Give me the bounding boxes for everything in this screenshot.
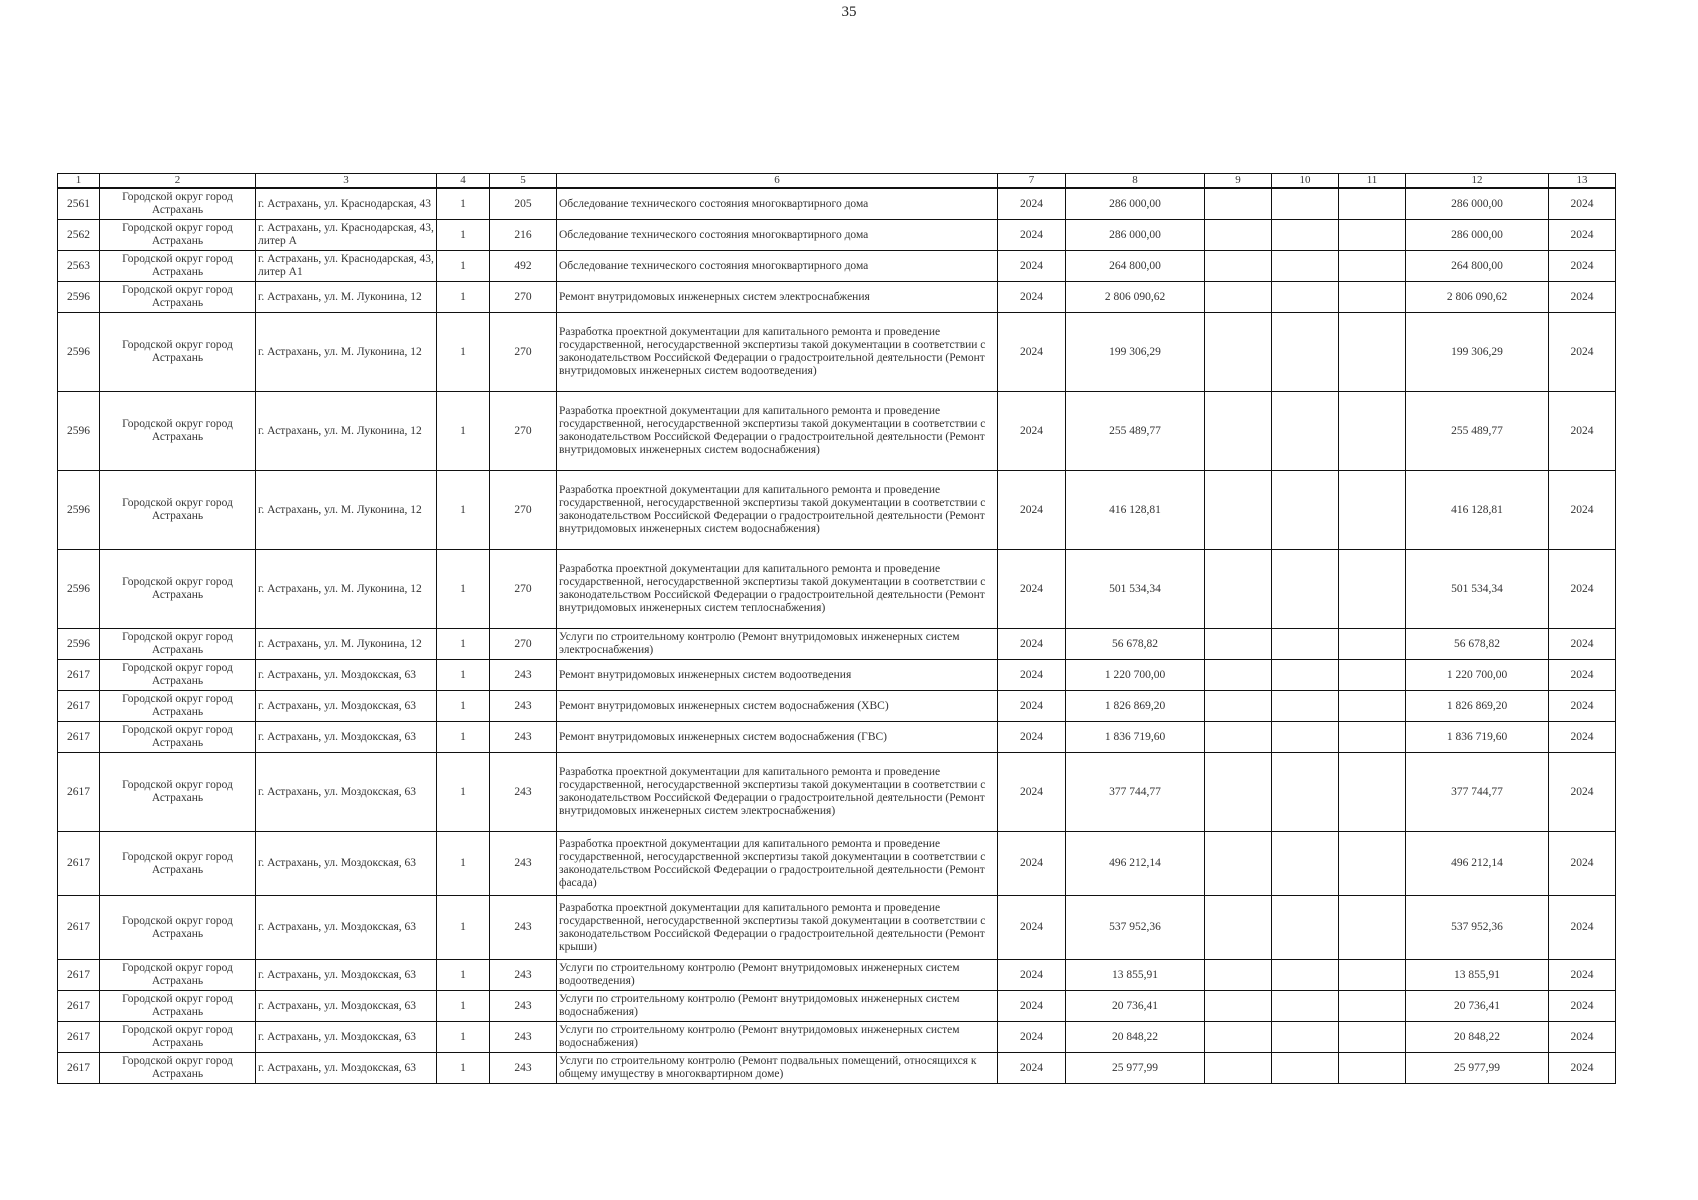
cell-col-9 (1205, 960, 1272, 991)
cell-address: г. Астрахань, ул. М. Луконина, 12 (256, 392, 437, 471)
cell-row-number: 2596 (58, 629, 100, 660)
cell-year: 2024 (998, 660, 1066, 691)
cell-row-number: 2617 (58, 691, 100, 722)
cell-col-5: 243 (490, 753, 557, 832)
column-number-8: 8 (1066, 174, 1205, 189)
cell-row-number: 2617 (58, 991, 100, 1022)
cell-cost-total: 255 489,77 (1406, 392, 1549, 471)
cell-col-9 (1205, 1022, 1272, 1053)
cell-col-4: 1 (437, 960, 490, 991)
cell-col-9 (1205, 550, 1272, 629)
cell-municipality: Городской округ город Астрахань (100, 660, 256, 691)
cell-col-10 (1272, 660, 1339, 691)
cell-col-9 (1205, 896, 1272, 960)
cell-address: г. Астрахань, ул. М. Луконина, 12 (256, 629, 437, 660)
table-row (58, 832, 1616, 896)
cell-year: 2024 (998, 896, 1066, 960)
cell-work-type: Услуги по строительному контролю (Ремонт внутридомовых инженерных систем водоснабжения) (557, 1022, 998, 1053)
cell-year: 2024 (998, 960, 1066, 991)
cell-municipality: Городской округ город Астрахань (100, 392, 256, 471)
cell-col-11 (1339, 896, 1406, 960)
cell-col-5: 243 (490, 722, 557, 753)
cell-col-9 (1205, 629, 1272, 660)
cell-col-4: 1 (437, 188, 490, 220)
column-number-row (58, 174, 1616, 189)
cell-cost: 501 534,34 (1066, 550, 1205, 629)
cell-col-11 (1339, 753, 1406, 832)
cell-cost: 1 220 700,00 (1066, 660, 1205, 691)
cell-col-9 (1205, 251, 1272, 282)
cell-col-10 (1272, 896, 1339, 960)
cell-address: г. Астрахань, ул. Моздокская, 63 (256, 1022, 437, 1053)
cell-completion-year: 2024 (1549, 991, 1616, 1022)
cell-cost: 25 977,99 (1066, 1053, 1205, 1084)
table-row (58, 188, 1616, 220)
cell-col-5: 270 (490, 282, 557, 313)
cell-row-number: 2617 (58, 1053, 100, 1084)
cell-address: г. Астрахань, ул. Моздокская, 63 (256, 1053, 437, 1084)
cell-col-11 (1339, 660, 1406, 691)
table-row (58, 282, 1616, 313)
cell-work-type: Услуги по строительному контролю (Ремонт внутридомовых инженерных систем водоотведения) (557, 960, 998, 991)
cell-row-number: 2596 (58, 282, 100, 313)
cell-row-number: 2562 (58, 220, 100, 251)
cell-col-10 (1272, 251, 1339, 282)
cell-municipality: Городской округ город Астрахань (100, 960, 256, 991)
cell-cost: 56 678,82 (1066, 629, 1205, 660)
cell-completion-year: 2024 (1549, 251, 1616, 282)
cell-row-number: 2596 (58, 313, 100, 392)
cell-col-5: 243 (490, 1053, 557, 1084)
cell-cost: 199 306,29 (1066, 313, 1205, 392)
cell-row-number: 2617 (58, 1022, 100, 1053)
table-row (58, 629, 1616, 660)
column-number-11: 11 (1339, 174, 1406, 189)
table-row (58, 471, 1616, 550)
cell-col-10 (1272, 392, 1339, 471)
cell-address: г. Астрахань, ул. Краснодарская, 43 (256, 188, 437, 220)
cell-address: г. Астрахань, ул. Моздокская, 63 (256, 832, 437, 896)
cell-completion-year: 2024 (1549, 722, 1616, 753)
cell-col-11 (1339, 282, 1406, 313)
cell-col-5: 243 (490, 960, 557, 991)
cell-completion-year: 2024 (1549, 550, 1616, 629)
cell-address: г. Астрахань, ул. Моздокская, 63 (256, 660, 437, 691)
cell-cost: 13 855,91 (1066, 960, 1205, 991)
cell-year: 2024 (998, 392, 1066, 471)
cell-row-number: 2617 (58, 832, 100, 896)
cell-col-4: 1 (437, 629, 490, 660)
cell-col-4: 1 (437, 550, 490, 629)
cell-row-number: 2596 (58, 392, 100, 471)
cell-cost-total: 20 736,41 (1406, 991, 1549, 1022)
cell-col-4: 1 (437, 660, 490, 691)
cell-cost-total: 1 826 869,20 (1406, 691, 1549, 722)
cell-col-5: 270 (490, 629, 557, 660)
cell-cost-total: 537 952,36 (1406, 896, 1549, 960)
column-number-2: 2 (100, 174, 256, 189)
cell-col-11 (1339, 722, 1406, 753)
table-row (58, 960, 1616, 991)
cell-cost: 286 000,00 (1066, 188, 1205, 220)
cell-address: г. Астрахань, ул. М. Луконина, 12 (256, 550, 437, 629)
cell-completion-year: 2024 (1549, 1022, 1616, 1053)
cell-cost-total: 199 306,29 (1406, 313, 1549, 392)
cell-work-type: Разработка проектной документации для капитального ремонта и проведение государственной, негосударственной экспертизы такой документации в соответствии с законодательством Российской Федерации о градостроительной деятельности (Ремонт крыши) (557, 896, 998, 960)
cell-col-10 (1272, 1022, 1339, 1053)
cell-col-5: 243 (490, 691, 557, 722)
cell-col-5: 243 (490, 832, 557, 896)
column-number-6: 6 (557, 174, 998, 189)
cell-col-9 (1205, 753, 1272, 832)
cell-municipality: Городской округ город Астрахань (100, 1022, 256, 1053)
cell-address: г. Астрахань, ул. Моздокская, 63 (256, 991, 437, 1022)
cell-row-number: 2596 (58, 550, 100, 629)
table-row (58, 220, 1616, 251)
cell-work-type: Обследование технического состояния многоквартирного дома (557, 220, 998, 251)
cell-completion-year: 2024 (1549, 188, 1616, 220)
cell-year: 2024 (998, 691, 1066, 722)
table-row (58, 991, 1616, 1022)
cell-work-type: Разработка проектной документации для капитального ремонта и проведение государственной, негосударственной экспертизы такой документации в соответствии с законодательством Российской Федерации о градостроительной деятельности (Ремонт внутридомовых инженерных систем водоснабжения) (557, 471, 998, 550)
cell-col-4: 1 (437, 392, 490, 471)
cell-col-4: 1 (437, 722, 490, 753)
column-number-13: 13 (1549, 174, 1616, 189)
cell-cost-total: 496 212,14 (1406, 832, 1549, 896)
cell-year: 2024 (998, 220, 1066, 251)
table-body (58, 174, 1616, 1084)
cell-year: 2024 (998, 1053, 1066, 1084)
cell-year: 2024 (998, 471, 1066, 550)
cell-col-4: 1 (437, 251, 490, 282)
cell-cost-total: 2 806 090,62 (1406, 282, 1549, 313)
column-number-12: 12 (1406, 174, 1549, 189)
cell-address: г. Астрахань, ул. Моздокская, 63 (256, 960, 437, 991)
cell-col-11 (1339, 392, 1406, 471)
cell-col-4: 1 (437, 282, 490, 313)
cell-col-9 (1205, 660, 1272, 691)
cell-cost-total: 286 000,00 (1406, 220, 1549, 251)
cell-row-number: 2617 (58, 722, 100, 753)
cell-col-11 (1339, 1022, 1406, 1053)
cell-cost: 264 800,00 (1066, 251, 1205, 282)
cell-col-11 (1339, 1053, 1406, 1084)
cell-completion-year: 2024 (1549, 960, 1616, 991)
cell-col-9 (1205, 991, 1272, 1022)
cell-work-type: Разработка проектной документации для капитального ремонта и проведение государственной, негосударственной экспертизы такой документации в соответствии с законодательством Российской Федерации о градостроительной деятельности (Ремонт внутридомовых инженерных систем водоснабжения) (557, 392, 998, 471)
cell-col-11 (1339, 251, 1406, 282)
cell-cost-total: 501 534,34 (1406, 550, 1549, 629)
cell-work-type: Разработка проектной документации для капитального ремонта и проведение государственной, негосударственной экспертизы такой документации в соответствии с законодательством Российской Федерации о градостроительной деятельности (Ремонт внутридомовых инженерных систем водоотведения) (557, 313, 998, 392)
cell-completion-year: 2024 (1549, 691, 1616, 722)
cell-col-10 (1272, 550, 1339, 629)
cell-address: г. Астрахань, ул. Моздокская, 63 (256, 691, 437, 722)
cell-col-5: 270 (490, 471, 557, 550)
cell-year: 2024 (998, 313, 1066, 392)
cell-completion-year: 2024 (1549, 753, 1616, 832)
cell-col-10 (1272, 722, 1339, 753)
page-number: 35 (841, 4, 857, 20)
cell-cost: 537 952,36 (1066, 896, 1205, 960)
table-row (58, 251, 1616, 282)
cell-row-number: 2563 (58, 251, 100, 282)
cell-year: 2024 (998, 832, 1066, 896)
column-number-10: 10 (1272, 174, 1339, 189)
cell-col-5: 243 (490, 991, 557, 1022)
cell-completion-year: 2024 (1549, 832, 1616, 896)
column-number-9: 9 (1205, 174, 1272, 189)
cell-completion-year: 2024 (1549, 1053, 1616, 1084)
cell-col-5: 270 (490, 313, 557, 392)
column-number-5: 5 (490, 174, 557, 189)
cell-col-5: 270 (490, 392, 557, 471)
cell-col-10 (1272, 282, 1339, 313)
cell-cost: 1 836 719,60 (1066, 722, 1205, 753)
cell-address: г. Астрахань, ул. Краснодарская, 43, литер А1 (256, 251, 437, 282)
table-row (58, 753, 1616, 832)
cell-address: г. Астрахань, ул. М. Луконина, 12 (256, 282, 437, 313)
cell-cost-total: 13 855,91 (1406, 960, 1549, 991)
cell-work-type: Разработка проектной документации для капитального ремонта и проведение государственной, негосударственной экспертизы такой документации в соответствии с законодательством Российской Федерации о градостроительной деятельности (Ремонт фасада) (557, 832, 998, 896)
cell-work-type: Услуги по строительному контролю (Ремонт внутридомовых инженерных систем водоснабжения) (557, 991, 998, 1022)
cell-cost-total: 416 128,81 (1406, 471, 1549, 550)
cell-col-9 (1205, 722, 1272, 753)
cell-municipality: Городской округ город Астрахань (100, 1053, 256, 1084)
column-number-7: 7 (998, 174, 1066, 189)
cell-year: 2024 (998, 282, 1066, 313)
cell-cost-total: 377 744,77 (1406, 753, 1549, 832)
cell-completion-year: 2024 (1549, 220, 1616, 251)
cell-cost: 286 000,00 (1066, 220, 1205, 251)
table-row (58, 722, 1616, 753)
cell-cost: 377 744,77 (1066, 753, 1205, 832)
cell-row-number: 2617 (58, 896, 100, 960)
cell-col-9 (1205, 691, 1272, 722)
cell-completion-year: 2024 (1549, 313, 1616, 392)
cell-col-9 (1205, 1053, 1272, 1084)
cell-col-4: 1 (437, 691, 490, 722)
cell-municipality: Городской округ город Астрахань (100, 629, 256, 660)
table-row (58, 691, 1616, 722)
cell-work-type: Обследование технического состояния многоквартирного дома (557, 188, 998, 220)
cell-completion-year: 2024 (1549, 471, 1616, 550)
table-row (58, 392, 1616, 471)
cell-municipality: Городской округ город Астрахань (100, 282, 256, 313)
cell-col-9 (1205, 471, 1272, 550)
cell-col-11 (1339, 629, 1406, 660)
cell-row-number: 2617 (58, 660, 100, 691)
cell-col-5: 243 (490, 1022, 557, 1053)
cell-col-4: 1 (437, 991, 490, 1022)
cell-cost-total: 286 000,00 (1406, 188, 1549, 220)
cell-col-10 (1272, 691, 1339, 722)
cell-work-type: Ремонт внутридомовых инженерных систем водоснабжения (ХВС) (557, 691, 998, 722)
cell-work-type: Услуги по строительному контролю (Ремонт подвальных помещений, относящихся к общему имуществу в многоквартирном доме) (557, 1053, 998, 1084)
cell-col-9 (1205, 313, 1272, 392)
cell-work-type: Разработка проектной документации для капитального ремонта и проведение государственной, негосударственной экспертизы такой документации в соответствии с законодательством Российской Федерации о градостроительной деятельности (Ремонт внутридомовых инженерных систем теплоснабжения) (557, 550, 998, 629)
cell-address: г. Астрахань, ул. Моздокская, 63 (256, 896, 437, 960)
cell-municipality: Городской округ город Астрахань (100, 753, 256, 832)
cell-col-10 (1272, 832, 1339, 896)
cell-address: г. Астрахань, ул. Краснодарская, 43, литер А (256, 220, 437, 251)
cell-cost-total: 1 220 700,00 (1406, 660, 1549, 691)
cell-work-type: Ремонт внутридомовых инженерных систем электроснабжения (557, 282, 998, 313)
table-row (58, 896, 1616, 960)
cell-municipality: Городской округ город Астрахань (100, 691, 256, 722)
cell-completion-year: 2024 (1549, 392, 1616, 471)
cell-col-10 (1272, 753, 1339, 832)
cell-col-5: 492 (490, 251, 557, 282)
cell-col-11 (1339, 220, 1406, 251)
cell-cost-total: 25 977,99 (1406, 1053, 1549, 1084)
cell-row-number: 2561 (58, 188, 100, 220)
cell-col-10 (1272, 188, 1339, 220)
cell-year: 2024 (998, 550, 1066, 629)
column-number-1: 1 (58, 174, 100, 189)
cell-work-type: Ремонт внутридомовых инженерных систем водоотведения (557, 660, 998, 691)
cell-cost: 1 826 869,20 (1066, 691, 1205, 722)
cell-address: г. Астрахань, ул. Моздокская, 63 (256, 722, 437, 753)
cell-col-10 (1272, 313, 1339, 392)
cell-col-10 (1272, 629, 1339, 660)
cell-completion-year: 2024 (1549, 660, 1616, 691)
cell-completion-year: 2024 (1549, 282, 1616, 313)
cell-year: 2024 (998, 188, 1066, 220)
cell-col-11 (1339, 550, 1406, 629)
cell-col-11 (1339, 188, 1406, 220)
cell-completion-year: 2024 (1549, 896, 1616, 960)
cell-col-4: 1 (437, 313, 490, 392)
cell-col-4: 1 (437, 1022, 490, 1053)
cell-col-11 (1339, 960, 1406, 991)
cell-work-type: Обследование технического состояния многоквартирного дома (557, 251, 998, 282)
cell-col-10 (1272, 1053, 1339, 1084)
cell-col-9 (1205, 832, 1272, 896)
cell-year: 2024 (998, 753, 1066, 832)
cell-col-4: 1 (437, 471, 490, 550)
cell-municipality: Городской округ город Астрахань (100, 220, 256, 251)
cell-year: 2024 (998, 722, 1066, 753)
cell-col-9 (1205, 282, 1272, 313)
cell-col-9 (1205, 188, 1272, 220)
cell-col-5: 270 (490, 550, 557, 629)
cell-col-10 (1272, 471, 1339, 550)
cell-col-5: 205 (490, 188, 557, 220)
cell-municipality: Городской округ город Астрахань (100, 550, 256, 629)
cell-col-5: 243 (490, 660, 557, 691)
table-row (58, 660, 1616, 691)
cell-cost: 2 806 090,62 (1066, 282, 1205, 313)
cell-municipality: Городской округ город Астрахань (100, 188, 256, 220)
cell-year: 2024 (998, 991, 1066, 1022)
cell-municipality: Городской округ город Астрахань (100, 896, 256, 960)
cell-municipality: Городской округ город Астрахань (100, 722, 256, 753)
cell-col-11 (1339, 313, 1406, 392)
cell-municipality: Городской округ город Астрахань (100, 471, 256, 550)
cell-col-10 (1272, 960, 1339, 991)
cell-cost-total: 1 836 719,60 (1406, 722, 1549, 753)
cell-col-9 (1205, 220, 1272, 251)
cell-col-4: 1 (437, 220, 490, 251)
cell-col-11 (1339, 991, 1406, 1022)
cell-cost-total: 264 800,00 (1406, 251, 1549, 282)
cell-cost: 255 489,77 (1066, 392, 1205, 471)
cell-col-4: 1 (437, 1053, 490, 1084)
column-number-3: 3 (256, 174, 437, 189)
cell-col-5: 243 (490, 896, 557, 960)
cell-col-4: 1 (437, 896, 490, 960)
cell-year: 2024 (998, 1022, 1066, 1053)
cell-work-type: Услуги по строительному контролю (Ремонт внутридомовых инженерных систем электроснабжения) (557, 629, 998, 660)
cell-row-number: 2617 (58, 753, 100, 832)
cell-col-11 (1339, 832, 1406, 896)
cell-cost: 496 212,14 (1066, 832, 1205, 896)
cell-municipality: Городской округ город Астрахань (100, 832, 256, 896)
cell-address: г. Астрахань, ул. М. Луконина, 12 (256, 313, 437, 392)
column-number-4: 4 (437, 174, 490, 189)
register-table (57, 173, 1616, 1084)
cell-col-11 (1339, 691, 1406, 722)
cell-col-4: 1 (437, 832, 490, 896)
cell-col-5: 216 (490, 220, 557, 251)
table-row (58, 313, 1616, 392)
cell-address: г. Астрахань, ул. Моздокская, 63 (256, 753, 437, 832)
cell-cost-total: 56 678,82 (1406, 629, 1549, 660)
cell-year: 2024 (998, 629, 1066, 660)
table-row (58, 550, 1616, 629)
cell-col-4: 1 (437, 753, 490, 832)
cell-cost-total: 20 848,22 (1406, 1022, 1549, 1053)
table-row (58, 1053, 1616, 1084)
cell-col-10 (1272, 991, 1339, 1022)
table-row (58, 1022, 1616, 1053)
cell-address: г. Астрахань, ул. М. Луконина, 12 (256, 471, 437, 550)
cell-row-number: 2596 (58, 471, 100, 550)
cell-col-11 (1339, 471, 1406, 550)
cell-cost: 20 736,41 (1066, 991, 1205, 1022)
cell-cost: 416 128,81 (1066, 471, 1205, 550)
cell-cost: 20 848,22 (1066, 1022, 1205, 1053)
cell-col-9 (1205, 392, 1272, 471)
cell-municipality: Городской округ город Астрахань (100, 251, 256, 282)
cell-municipality: Городской округ город Астрахань (100, 313, 256, 392)
cell-row-number: 2617 (58, 960, 100, 991)
cell-work-type: Ремонт внутридомовых инженерных систем водоснабжения (ГВС) (557, 722, 998, 753)
cell-year: 2024 (998, 251, 1066, 282)
cell-work-type: Разработка проектной документации для капитального ремонта и проведение государственной, негосударственной экспертизы такой документации в соответствии с законодательством Российской Федерации о градостроительной деятельности (Ремонт внутридомовых инженерных систем электроснабжения) (557, 753, 998, 832)
cell-municipality: Городской округ город Астрахань (100, 991, 256, 1022)
cell-col-10 (1272, 220, 1339, 251)
cell-completion-year: 2024 (1549, 629, 1616, 660)
